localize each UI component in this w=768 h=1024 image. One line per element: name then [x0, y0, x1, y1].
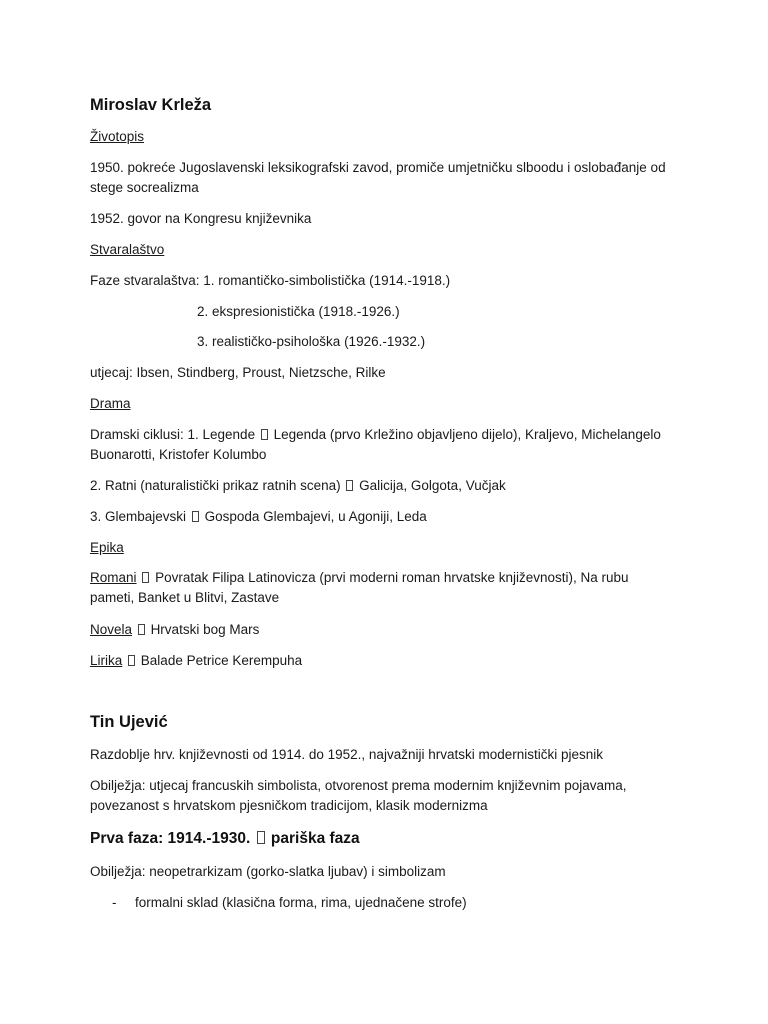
dramski-text: Legenda (prvo Krležino objavljeno dijelo), Kraljevo, Michelangelo Buonarotti, Kristofer Kolumbo — [90, 427, 661, 462]
paragraph-1950: 1950. pokreće Jugoslavenski leksikografski zavod, promiče umjetničku slboodu i oslobađanje od stege socrealizma — [90, 160, 666, 195]
arrow-icon — [192, 511, 199, 522]
bullet-item: formalni sklad (klasična forma, rima, ujednačene strofe) — [135, 895, 467, 910]
heading-drama: Drama — [90, 396, 131, 411]
lirika-label: Lirika — [90, 653, 123, 668]
arrow-icon — [261, 429, 268, 440]
romani-label: Romani — [90, 570, 137, 585]
lirika-text: Balade Petrice Kerempuha — [140, 653, 303, 668]
faze-line-2: 2. ekspresionistička (1918.-1926.) — [197, 304, 400, 319]
novela-line — [90, 620, 690, 640]
lirika-line — [90, 651, 690, 671]
arrow-icon — [346, 480, 353, 491]
romani-text: Povratak Filipa Latinovicza (prvi moderni roman hrvatske književnosti), Na rubu pameti, Banket u Blitvi, Zastave — [90, 570, 629, 605]
ratni-label: 2. Ratni (naturalistički prikaz ratnih scena) — [90, 478, 341, 493]
dramski-label: Dramski ciklusi: 1. Legende — [90, 427, 256, 442]
faze-line-3: 3. realističko-psihološka (1926.-1932.) — [197, 334, 426, 349]
heading-prva-faza — [90, 829, 690, 849]
heading-stvaralastvo: Stvaralaštvo — [90, 242, 165, 257]
arrow-icon — [138, 624, 145, 635]
heading-krleza: Miroslav Krleža — [90, 96, 212, 114]
faze-line-1: Faze stvaralaštva: 1. romantičko-simbolistička (1914.-1918.) — [90, 273, 451, 288]
prva-faza-text: pariška faza — [270, 830, 360, 847]
heading-epika: Epika — [90, 540, 124, 555]
arrow-icon — [128, 655, 135, 666]
razdoblje-line: Razdoblje hrv. književnosti od 1914. do 1952., najvažniji hrvatski modernistički pjesnik — [90, 747, 604, 762]
arrow-icon — [142, 572, 149, 583]
novela-label: Novela — [90, 622, 133, 637]
ratni-text: Galicija, Golgota, Vučjak — [359, 478, 506, 493]
obiljezja-2-line: Obilježja: neopetrarkizam (gorko-slatka ljubav) i simbolizam — [90, 864, 446, 879]
utjecaj-line: utjecaj: Ibsen, Stindberg, Proust, Nietzsche, Rilke — [90, 365, 386, 380]
arrow-icon — [257, 831, 265, 844]
heading-zivotopis: Životopis — [90, 129, 145, 144]
novela-text: Hrvatski bog Mars — [150, 622, 260, 637]
bullet-dash: - — [112, 895, 117, 910]
dramski-ciklusi — [90, 425, 690, 465]
heading-ujevic: Tin Ujević — [90, 713, 168, 731]
paragraph-1952: 1952. govor na Kongresu književnika — [90, 211, 312, 226]
glembajevski-line — [90, 507, 690, 527]
romani-line — [90, 568, 650, 608]
ratni-line — [90, 476, 690, 496]
glembajevski-text: Gospoda Glembajevi, u Agoniji, Leda — [204, 509, 427, 524]
prva-faza-label: Prva faza: 1914.-1930. — [90, 830, 251, 847]
glembajevski-label: 3. Glembajevski — [90, 509, 187, 524]
obiljezja-paragraph: Obilježja: utjecaj francuskih simbolista, otvorenost prema modernim književnim pojavama, povezanost s hrvatskom pjesničkom tradicijom, klasik modernizma — [90, 778, 627, 813]
